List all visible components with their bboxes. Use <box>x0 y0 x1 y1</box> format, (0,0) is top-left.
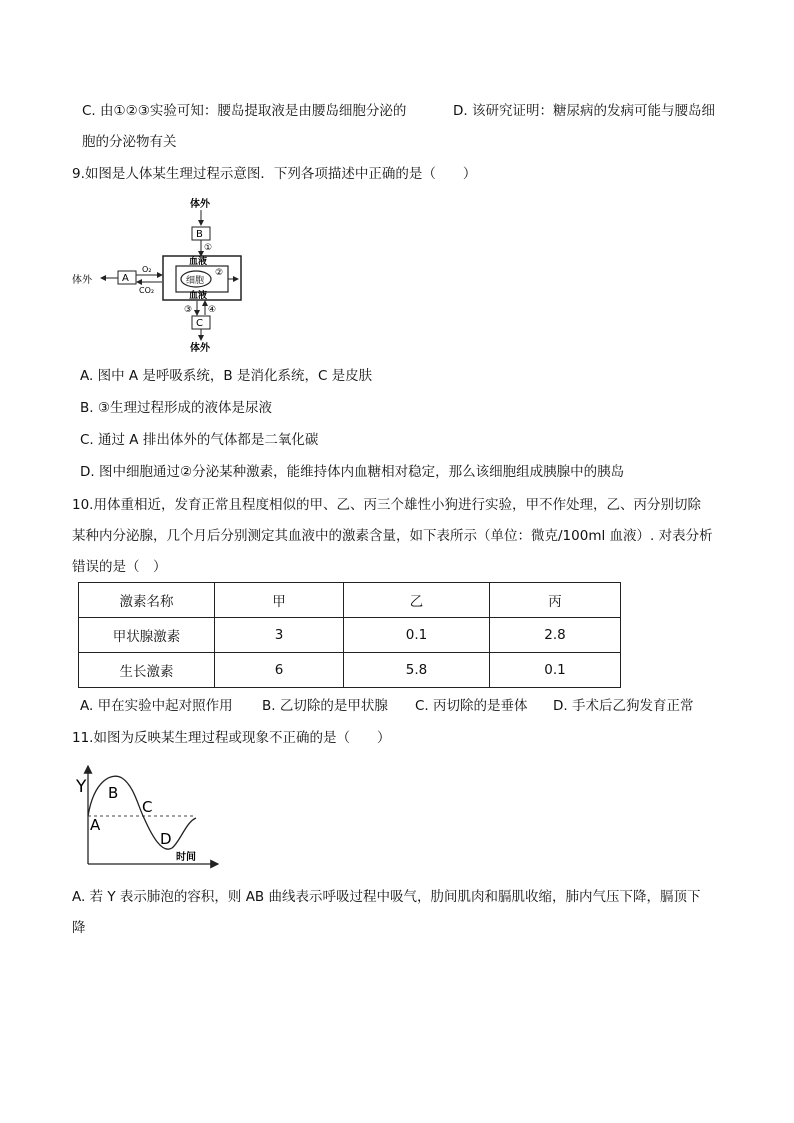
q8-option-c: C. 由①②③实验可知：腰岛提取液是由腰岛细胞分泌的 <box>82 103 407 119</box>
co2-label: CO₂ <box>139 286 155 295</box>
q9-option-d: D. 图中细胞通过②分泌某种激素，能维持体内血糖相对稳定，那么该细胞组成胰腺中的胰岛 <box>80 464 625 480</box>
q9-option-b: B. ③生理过程形成的液体是尿液 <box>80 400 272 416</box>
table-row <box>79 618 621 653</box>
q10-option-c: C. 丙切除的是垂体 <box>415 698 528 714</box>
table-cell: 生长激素 <box>79 653 215 688</box>
point-c: C <box>142 798 153 816</box>
table-cell: 0.1 <box>344 618 490 653</box>
q9-diagram <box>70 195 260 359</box>
mark-3: ③ <box>184 305 193 315</box>
q10-option-d: D. 手术后乙狗发育正常 <box>553 698 694 714</box>
cell-label: 细胞 <box>186 276 205 286</box>
x-label: 时间 <box>176 852 196 863</box>
blood-top: 血液 <box>189 257 208 267</box>
q10-option-b: B. 乙切除的是甲状腺 <box>262 698 388 714</box>
table-header-cell: 乙 <box>344 583 490 618</box>
mark-1: ① <box>204 243 213 253</box>
q11-option-a-line1: A. 若 Y 表示肺泡的容积，则 AB 曲线表示呼吸过程中吸气，肋间肌肉和膈肌收缩，肺内气压下降，膈顶下 <box>72 889 701 905</box>
table-cell: 2.8 <box>490 618 621 653</box>
q9-option-c: C. 通过 A 排出体外的气体都是二氧化碳 <box>80 432 319 448</box>
q10-stem-line3: 错误的是（ ） <box>72 559 167 575</box>
blood-bottom: 血液 <box>189 291 208 301</box>
table-cell: 5.8 <box>344 653 490 688</box>
q8-option-d-line1: D. 该研究证明：糖尿病的发病可能与腰岛细 <box>453 103 715 119</box>
q11-graph <box>72 762 222 874</box>
q10-stem-line1: 10.用体重相近，发育正常且程度相似的甲、乙、丙三个雄性小狗进行实验，甲不作处理，乙、丙分别切除 <box>72 497 701 513</box>
q11-option-a-line2: 降 <box>72 920 86 936</box>
point-b: B <box>108 784 119 802</box>
mark-2: ② <box>215 268 224 278</box>
diagram-bottom-outside: 体外 <box>190 343 210 354</box>
q8-option-d-line2: 胞的分泌物有关 <box>82 134 177 150</box>
q10-stem-line2: 某种内分泌腺，几个月后分别测定其血液中的激素含量，如下表所示（单位：微克/100ml 血液）. 对表分析 <box>72 528 713 544</box>
q9-stem: 9.如图是人体某生理过程示意图．下列各项描述中正确的是（ ） <box>72 166 477 182</box>
mark-4: ④ <box>208 305 217 315</box>
y-label: Y <box>76 777 87 797</box>
table-cell: 甲状腺激素 <box>79 618 215 653</box>
table-header-cell: 甲 <box>215 583 344 618</box>
point-a: A <box>90 816 101 834</box>
box-b-label: B <box>196 229 203 240</box>
diagram-left-outside: 体外 <box>72 275 92 286</box>
table-cell: 6 <box>215 653 344 688</box>
table-cell: 3 <box>215 618 344 653</box>
table-header-row <box>79 583 621 618</box>
q11-stem: 11.如图为反映某生理过程或现象不正确的是（ ） <box>72 730 391 746</box>
box-c-label: C <box>196 318 203 329</box>
table-header-cell: 激素名称 <box>79 583 215 618</box>
hormone-table <box>78 582 621 688</box>
box-a-label: A <box>122 273 129 284</box>
point-d: D <box>160 830 172 848</box>
table-header-cell: 丙 <box>490 583 621 618</box>
o2-label: O₂ <box>142 265 152 274</box>
q10-option-a: A. 甲在实验中起对照作用 <box>80 698 233 714</box>
table-cell: 0.1 <box>490 653 621 688</box>
table-row <box>79 653 621 688</box>
diagram-top-outside: 体外 <box>190 199 210 210</box>
q9-option-a: A. 图中 A 是呼吸系统，B 是消化系统，C 是皮肤 <box>80 368 373 384</box>
